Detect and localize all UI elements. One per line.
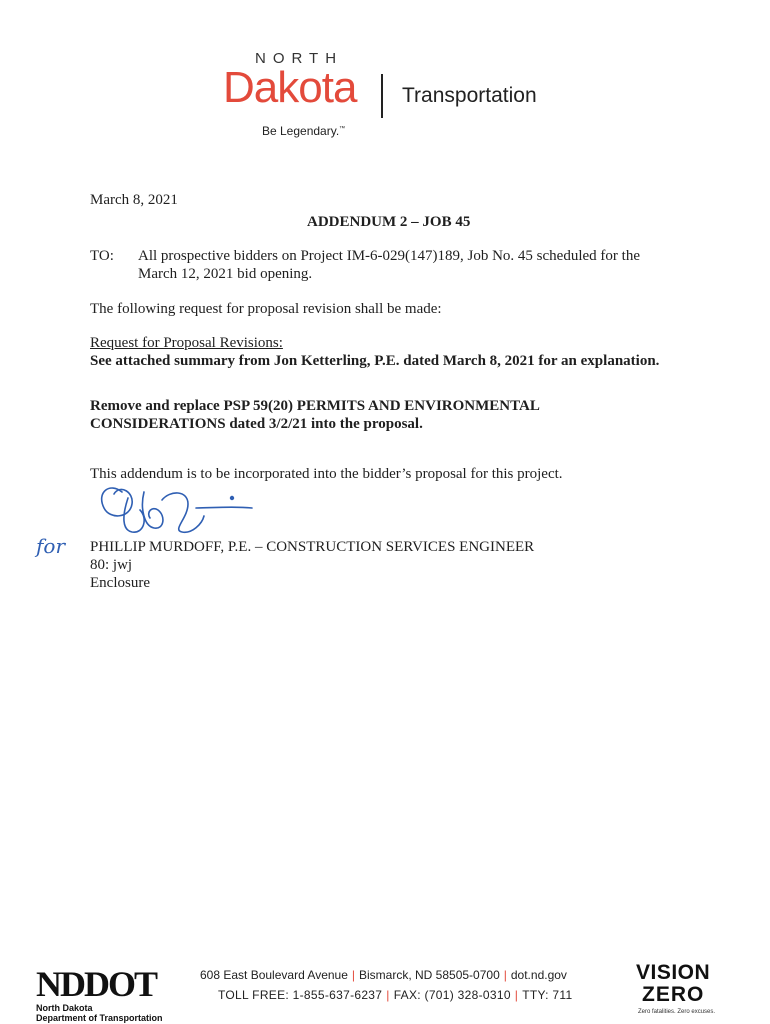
to-line-1: All prospective bidders on Project IM-6-029(147)189, Job No. 45 scheduled for the — [138, 248, 640, 264]
letterhead-divider — [381, 74, 383, 118]
addendum-heading: ADDENDUM 2 – JOB 45 — [307, 214, 471, 230]
footer-toll-free: TOLL FREE: 1-855-637-6237 — [218, 988, 383, 1002]
footer-contact-line — [218, 988, 572, 1002]
vision-zero-logo-vision: VISION — [636, 961, 711, 984]
vision-zero-tagline: Zero fatalities. Zero excuses. — [638, 1009, 716, 1015]
footer-city: Bismarck, ND 58505-0700 — [359, 968, 500, 982]
enclosure-label: Enclosure — [90, 575, 150, 591]
to-line-2: March 12, 2021 bid opening. — [138, 266, 313, 282]
to-label: TO: — [90, 248, 114, 264]
nddot-logo: NDDOT — [36, 964, 157, 1004]
footer-separator: | — [351, 968, 356, 982]
handwritten-signature — [92, 478, 262, 538]
tagline-text: Be Legendary. — [262, 124, 340, 138]
footer-tty: TTY: 711 — [522, 988, 573, 1002]
letterhead-north: NORTH — [255, 50, 344, 67]
nddot-logo-subtitle-2: Department of Transportation — [36, 1013, 163, 1023]
footer-website: dot.nd.gov — [510, 968, 567, 982]
footer-fax: FAX: (701) 328-0310 — [393, 988, 511, 1002]
letter-date: March 8, 2021 — [90, 192, 178, 208]
nddot-logo-subtitle-1: North Dakota — [36, 1003, 93, 1013]
remove-line-1: Remove and replace PSP 59(20) PERMITS AND ENVIRONMENTAL — [90, 398, 540, 414]
footer-separator: | — [386, 988, 390, 1002]
letterhead-dakota: Dakota — [223, 63, 357, 112]
footer-street: 608 East Boulevard Avenue — [200, 968, 348, 982]
trademark-mark: ™ — [339, 126, 346, 132]
footer-address-line — [200, 968, 567, 982]
handwritten-for-note: for — [36, 534, 66, 558]
footer-separator: | — [514, 988, 519, 1002]
letterhead-transportation: Transportation — [402, 84, 537, 107]
letterhead-tagline — [262, 124, 345, 138]
rfp-summary-line: See attached summary from Jon Ketterling, P.E. dated March 8, 2021 for an explanation. — [90, 353, 660, 369]
rfp-heading: Request for Proposal Revisions: — [90, 335, 283, 351]
addendum-note: This addendum is to be incorporated into the bidder’s proposal for this project. — [90, 466, 563, 482]
intro-text: The following request for proposal revision shall be made: — [90, 301, 442, 317]
typist-initials: 80: jwj — [90, 557, 133, 573]
remove-line-2: CONSIDERATIONS dated 3/2/21 into the proposal. — [90, 416, 423, 432]
signer-name: PHILLIP MURDOFF, P.E. – CONSTRUCTION SERVICES ENGINEER — [90, 539, 535, 555]
vision-zero-logo-zero: ZERO — [642, 983, 705, 1006]
footer-separator: | — [503, 968, 507, 982]
